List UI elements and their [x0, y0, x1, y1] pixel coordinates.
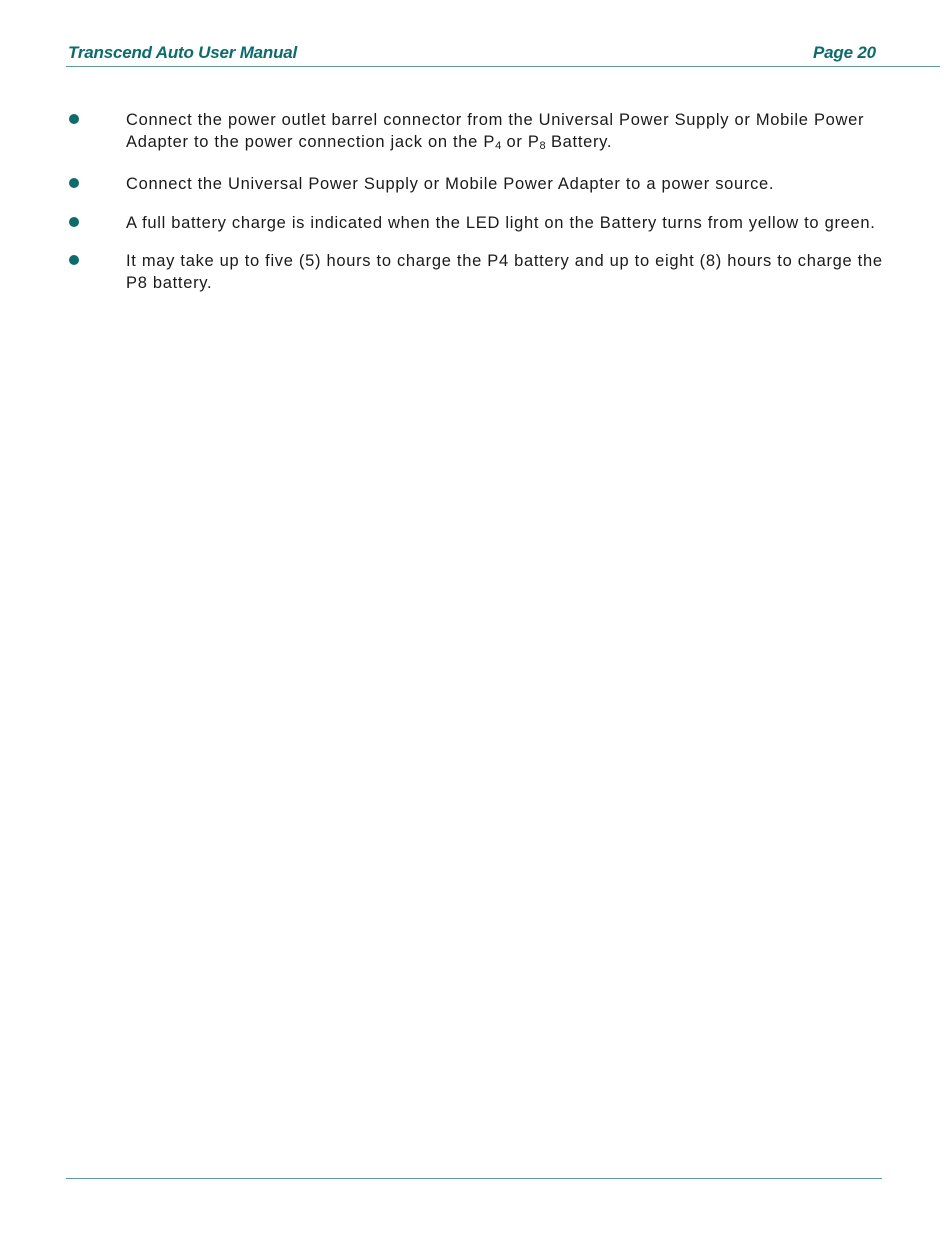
- bullet-icon: [69, 178, 79, 188]
- list-item: [66, 110, 886, 157]
- list-item-text: Connect the power outlet barrel connector from the Universal Power Supply or Mobile Power Adapter to the power connection jack on the $P_4$ or $P_8$ Battery.: [126, 111, 865, 152]
- bullet-icon: [69, 255, 79, 265]
- list-item-text: A full battery charge is indicated when the LED light on the Battery turns from yellow to green.: [126, 213, 876, 232]
- list-item: [66, 251, 886, 294]
- list-item-text: It may take up to five (5) hours to charge the P4 battery and up to eight (8) hours to charge the P8 battery.: [126, 252, 883, 292]
- subscript: 8: [539, 139, 546, 152]
- header-page-number: Page 20: [813, 43, 876, 62]
- bullet-icon: [69, 217, 79, 227]
- list-item: [66, 174, 886, 196]
- footer-divider: [66, 1178, 882, 1179]
- list-item-text: Connect the Universal Power Supply or Mobile Power Adapter to a power source.: [126, 175, 775, 193]
- bullet-icon: [69, 114, 79, 124]
- page-header: [66, 40, 940, 67]
- list-item: [66, 213, 886, 235]
- instruction-list: [66, 110, 886, 311]
- header-title: Transcend Auto User Manual: [68, 43, 298, 62]
- subscript: 4: [495, 139, 502, 152]
